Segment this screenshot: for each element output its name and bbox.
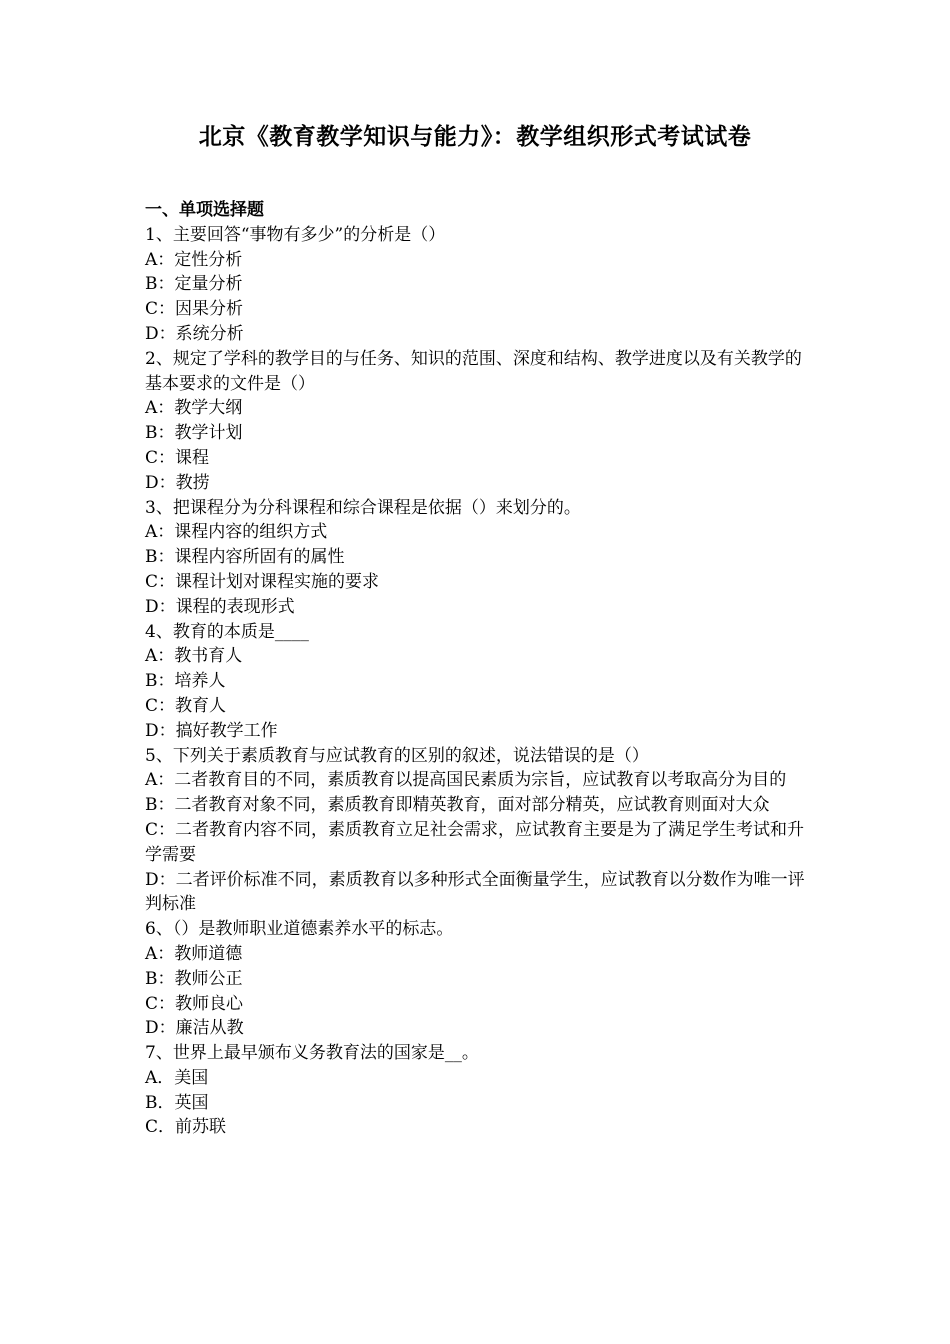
question-7 xyxy=(145,1041,811,1140)
question-5 xyxy=(145,744,811,918)
option-c: C：教师良心 xyxy=(145,993,244,1014)
question-6 xyxy=(145,917,811,1041)
option-b: B．英国 xyxy=(145,1092,209,1113)
option-d: D：搞好教学工作 xyxy=(145,720,278,741)
option-d: D：课程的表现形式 xyxy=(145,596,295,617)
document-title: 北京《教育教学知识与能力》：教学组织形式考试试卷 xyxy=(198,123,752,150)
option-d: D：廉洁从教 xyxy=(145,1018,244,1039)
option-a: A：定性分析 xyxy=(145,249,243,270)
question-stem: 6、（）是教师职业道德素养水平的标志。 xyxy=(145,919,454,940)
option-b: B：课程内容所固有的属性 xyxy=(145,547,345,568)
option-d: D：系统分析 xyxy=(145,323,244,344)
question-stem: 2、规定了学科的教学目的与任务、知识的范围、深度和结构、教学进度以及有关教学的基本要求的文件是（） xyxy=(145,348,802,394)
question-stem: 3、把课程分为分科课程和综合课程是依据（）来划分的。 xyxy=(145,497,581,518)
question-stem: 1、主要回答“事物有多少”的分析是（） xyxy=(145,224,446,245)
option-b: B：教师公正 xyxy=(145,968,243,989)
option-a: A：教学大纲 xyxy=(145,398,243,419)
question-stem: 4、教育的本质是____ xyxy=(145,621,309,642)
option-a: A：教师道德 xyxy=(145,943,243,964)
option-a: A．美国 xyxy=(145,1067,209,1088)
option-c: C：二者教育内容不同，素质教育立足社会需求，应试教育主要是为了满足学生考试和升学需要 xyxy=(145,819,805,865)
document-body xyxy=(145,198,811,1140)
option-d: D：教捞 xyxy=(145,472,210,493)
option-d: D：二者评价标准不同，素质教育以多种形式全面衡量学生，应试教育以分数作为唯一评判标准 xyxy=(145,869,805,915)
option-a: A：二者教育目的不同，素质教育以提高国民素质为宗旨，应试教育以考取高分为目的 xyxy=(145,770,787,791)
option-c: C：课程 xyxy=(145,447,210,468)
option-a: A：教书育人 xyxy=(145,646,243,667)
question-stem: 7、世界上最早颁布义务教育法的国家是__。 xyxy=(145,1043,479,1064)
option-c: C：课程计划对课程实施的要求 xyxy=(145,571,380,592)
question-stem: 5、下列关于素质教育与应试教育的区别的叙述，说法错误的是（） xyxy=(145,745,649,766)
option-a: A：课程内容的组织方式 xyxy=(145,522,328,543)
option-b: B：教学计划 xyxy=(145,423,243,444)
option-c: C：教育人 xyxy=(145,695,227,716)
option-c: C．前苏联 xyxy=(145,1117,227,1138)
section-heading: 一、单项选择题 xyxy=(145,200,264,220)
question-4 xyxy=(145,620,811,744)
option-c: C：因果分析 xyxy=(145,299,244,320)
option-b: B：定量分析 xyxy=(145,274,243,295)
option-b: B：培养人 xyxy=(145,671,226,692)
option-b: B：二者教育对象不同，素质教育即精英教育，面对部分精英，应试教育则面对大众 xyxy=(145,795,770,816)
question-2 xyxy=(145,347,811,496)
question-1 xyxy=(145,223,811,347)
question-3 xyxy=(145,496,811,620)
